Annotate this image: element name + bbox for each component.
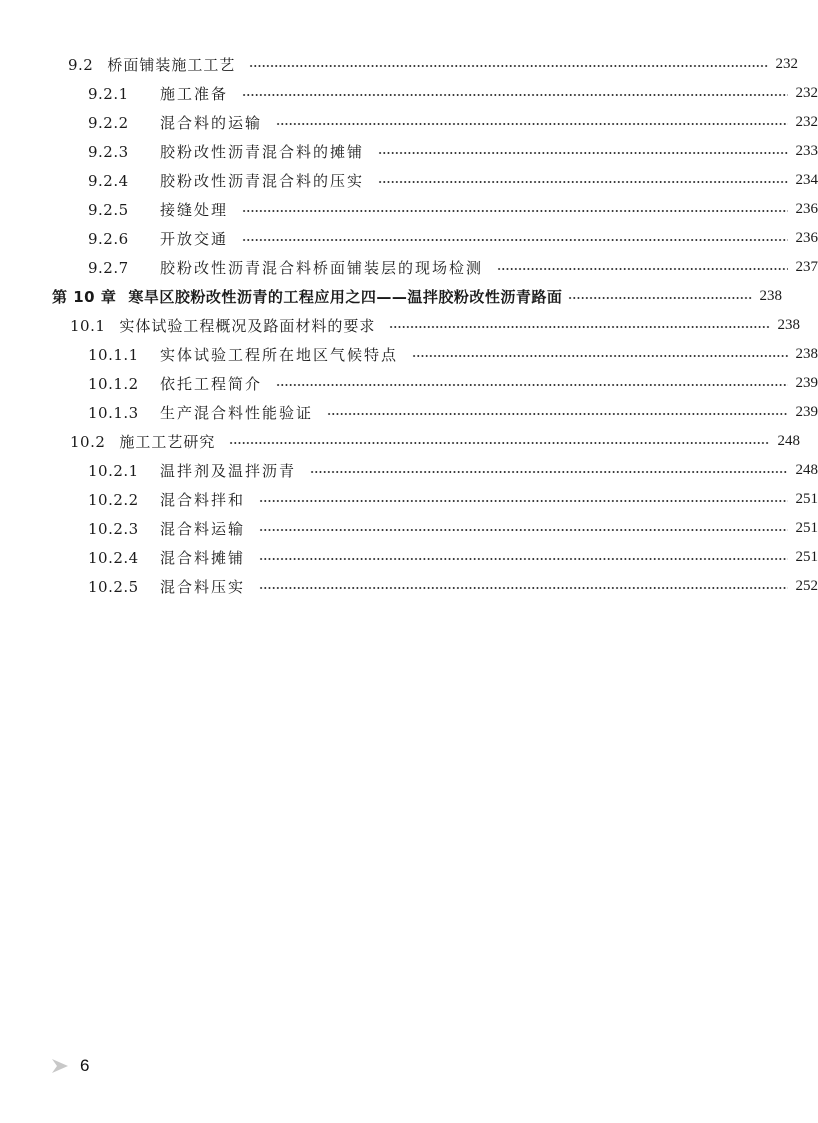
toc-number: 10.2.2 — [88, 490, 139, 509]
toc-entry-9-2-1[interactable] — [0, 79, 818, 108]
toc-title: 依托工程简介 — [160, 375, 263, 393]
toc-entry-9-2[interactable] — [0, 50, 798, 79]
toc-page: 238 — [777, 317, 800, 333]
toc-page: 236 — [795, 201, 818, 217]
toc-page: 232 — [775, 56, 798, 72]
toc-number: 10.1 — [70, 316, 106, 335]
toc-number: 9.2.3 — [88, 142, 129, 161]
toc-number: 10.2.1 — [88, 461, 139, 480]
toc-title: 桥面铺装施工工艺 — [107, 56, 236, 74]
toc-page: 232 — [795, 114, 818, 130]
toc-page: 234 — [795, 172, 818, 188]
toc-page: 236 — [795, 230, 818, 246]
toc-number: 9.2.2 — [88, 113, 129, 132]
toc-title: 混合料压实 — [160, 578, 246, 596]
toc-title: 温拌剂及温拌沥青 — [160, 462, 297, 480]
toc-entry-9-2-6[interactable] — [0, 224, 818, 253]
toc-number: 10.2.4 — [88, 548, 139, 567]
dot-leader — [242, 239, 787, 241]
toc-title: 胶粉改性沥青混合料的摊铺 — [160, 143, 365, 161]
toc-page: 252 — [795, 578, 818, 594]
toc-title: 混合料摊铺 — [160, 549, 246, 567]
toc-entry-10-1[interactable] — [0, 311, 800, 340]
dot-leader — [259, 500, 787, 502]
toc-page: 239 — [795, 375, 818, 391]
toc-number: 10.1.2 — [88, 374, 139, 393]
toc-page: 251 — [795, 520, 818, 536]
dot-leader — [276, 384, 787, 386]
toc-entry-chapter-10[interactable] — [0, 282, 782, 311]
toc-page: 233 — [795, 143, 818, 159]
toc-entry-10-1-1[interactable] — [0, 340, 818, 369]
dot-leader — [242, 210, 787, 212]
toc-entry-10-2-2[interactable] — [0, 485, 818, 514]
toc-title: 开放交通 — [160, 230, 229, 248]
toc-number: 9.2.7 — [88, 258, 129, 277]
dot-leader — [229, 442, 769, 444]
toc-title: 胶粉改性沥青混合料桥面铺装层的现场检测 — [160, 259, 484, 277]
toc-entry-10-2[interactable] — [0, 427, 800, 456]
toc-page: 238 — [795, 346, 818, 362]
dot-leader — [259, 529, 787, 531]
toc-entry-9-2-3[interactable] — [0, 137, 818, 166]
toc-title: 施工工艺研究 — [119, 433, 216, 451]
toc-entry-10-2-4[interactable] — [0, 543, 818, 572]
toc-number: 10.1.1 — [88, 345, 139, 364]
page-number: 6 — [80, 1056, 90, 1075]
toc-entry-9-2-5[interactable] — [0, 195, 818, 224]
toc-title: 实体试验工程概况及路面材料的要求 — [119, 317, 376, 335]
toc-page: 239 — [795, 404, 818, 420]
toc-chapter-title: 寒旱区胶粉改性沥青的工程应用之四——温拌胶粉改性沥青路面 — [128, 288, 563, 306]
dot-leader — [276, 123, 787, 125]
toc-chapter-number: 第 10 章 — [52, 288, 117, 306]
arrow-right-icon — [50, 1056, 70, 1076]
toc-title: 生产混合料性能验证 — [160, 404, 314, 422]
toc-page: 251 — [795, 549, 818, 565]
toc-entry-9-2-2[interactable] — [0, 108, 818, 137]
toc-number: 9.2.1 — [88, 84, 129, 103]
toc-page: 251 — [795, 491, 818, 507]
toc-page: 238 — [759, 288, 782, 304]
toc-page: 237 — [795, 259, 818, 275]
dot-leader — [389, 326, 769, 328]
toc-number: 10.1.3 — [88, 403, 139, 422]
dot-leader — [378, 181, 787, 183]
toc-entry-9-2-4[interactable] — [0, 166, 818, 195]
dot-leader — [378, 152, 787, 154]
dot-leader — [497, 268, 787, 270]
toc-entry-9-2-7[interactable] — [0, 253, 818, 282]
dot-leader — [412, 355, 787, 357]
dot-leader — [310, 471, 787, 473]
toc-title: 混合料运输 — [160, 520, 246, 538]
toc-entry-10-2-5[interactable] — [0, 572, 818, 601]
toc-page: 248 — [777, 433, 800, 449]
toc-number: 9.2.6 — [88, 229, 129, 248]
toc-entry-10-2-1[interactable] — [0, 456, 818, 485]
toc-page: 232 — [795, 85, 818, 101]
dot-leader — [259, 558, 787, 560]
page-footer — [50, 1053, 89, 1079]
dot-leader — [242, 94, 787, 96]
toc-title: 混合料的运输 — [160, 114, 263, 132]
toc-number: 10.2.3 — [88, 519, 139, 538]
dot-leader — [259, 587, 787, 589]
toc-number: 9.2 — [68, 55, 94, 74]
toc-number: 10.2.5 — [88, 577, 139, 596]
dot-leader — [568, 297, 751, 299]
toc-title: 接缝处理 — [160, 201, 229, 219]
toc-number: 9.2.5 — [88, 200, 129, 219]
toc-title: 混合料拌和 — [160, 491, 246, 509]
toc-title: 施工准备 — [160, 85, 229, 103]
toc-entry-10-2-3[interactable] — [0, 514, 818, 543]
toc-entry-10-1-3[interactable] — [0, 398, 818, 427]
toc-number: 9.2.4 — [88, 171, 129, 190]
dot-leader — [249, 65, 767, 67]
dot-leader — [327, 413, 787, 415]
toc-page: 248 — [795, 462, 818, 478]
toc-title: 胶粉改性沥青混合料的压实 — [160, 172, 365, 190]
toc-number: 10.2 — [70, 432, 106, 451]
toc-title: 实体试验工程所在地区气候特点 — [160, 346, 399, 364]
toc-entry-10-1-2[interactable] — [0, 369, 818, 398]
